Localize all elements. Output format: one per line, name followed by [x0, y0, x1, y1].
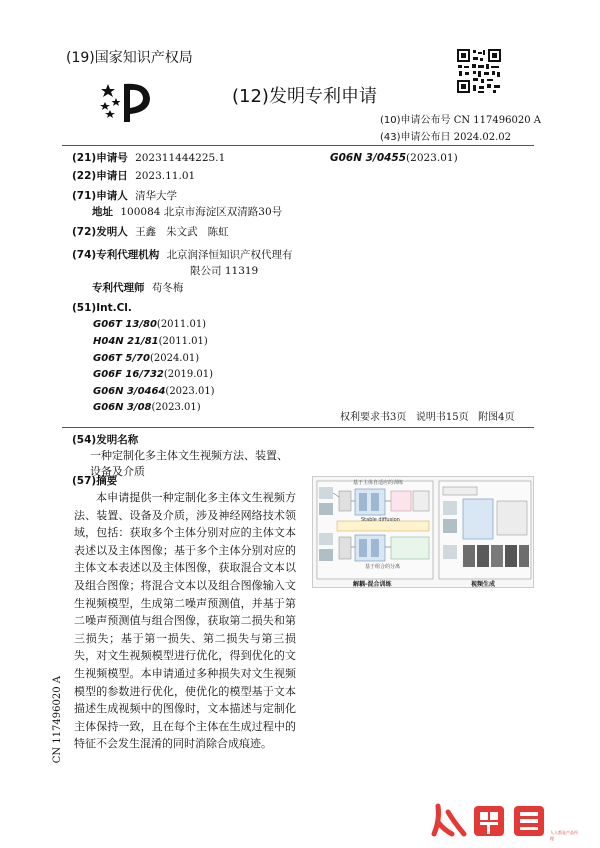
ipc-item: G06T 5/70(2024.01)	[93, 353, 200, 364]
agent-value: 苟冬梅	[151, 282, 184, 294]
ipc-item: G06F 16/732(2019.01)	[93, 369, 214, 380]
office-name: (19)国家知识产权局	[66, 50, 193, 66]
inventors	[72, 225, 229, 239]
publication-info	[380, 112, 541, 146]
address	[92, 205, 282, 219]
inventor-value: 王鑫 朱文武 陈虹	[135, 226, 229, 238]
ipc-item: G06T 13/80(2011.01)	[93, 319, 207, 330]
address-label: 地址	[92, 206, 113, 218]
right-ipc	[330, 151, 458, 165]
agent-label: 专利代理师	[92, 282, 145, 294]
agency-label: (74)专利代理机构	[72, 249, 160, 261]
applicant-value: 清华大学	[135, 190, 178, 202]
applicant	[72, 189, 177, 203]
right-ipc-year: (2023.01)	[406, 152, 458, 164]
figure-top-caption: 基于主体自适应的训练	[353, 480, 404, 486]
ipc-item: G06N 3/08(2023.01)	[93, 402, 201, 413]
agency-value-1: 北京润泽恒知识产权代理有	[166, 249, 293, 261]
app-no-value: 202311444225.1	[135, 152, 226, 164]
abstract-text: 本申请提供一种定制化多主体文生视频方法、装置、设备及介质，涉及神经网络技术领域，包括：获取多个主体分别对应的主体文本表述以及主体图像；基于多个主体分别对应的主体文本表述以及主体图像，获取混合文本以及组合图像；将混合文本以及组合图像输入文生视频模型，生成第二噪声预测值，并基于第二噪声预测值与组合图像，获取第二损失和第三损失；基于第一损失、第二损失与第三损失，对文生视频模型进行优化，得到优化的文生视频模型。本申请通过多种损失对文生视频模型的参数进行优化，使优化的模型基于文本描述生成视频中的图像时，文本描述与定制化主体保持一致，且在每个主体在生成过程中的特征不会发生混淆的同时消除合成痕迹。	[74, 491, 296, 751]
cnipa-logo-icon	[98, 76, 158, 124]
watermark-logo	[430, 800, 580, 840]
watermark-text: 人人都是产品经理	[550, 830, 578, 841]
inventor-label: (72)发明人	[72, 226, 128, 238]
ipc-item: G06N 3/0464(2023.01)	[93, 386, 215, 397]
address-value: 100084 北京市海淀区双清路30号	[120, 206, 283, 218]
figure-left-caption: 解耦-混合训练	[353, 581, 392, 588]
app-date-label: (22)申请日	[72, 170, 128, 182]
pub-date-label: (43)申请公布日	[380, 132, 451, 143]
pub-date-value: 2024.02.02	[453, 132, 511, 143]
application-date	[72, 169, 195, 183]
app-date-value: 2023.11.01	[135, 170, 196, 182]
abstract-figure	[312, 476, 534, 588]
applicant-label: (71)申请人	[72, 190, 128, 202]
app-no-label: (21)申请号	[72, 152, 128, 164]
pages-info: 权利要求书3页 说明书15页 附图4页	[340, 412, 515, 423]
application-number	[72, 151, 225, 165]
ipc-item: H04N 21/81(2011.01)	[93, 336, 208, 347]
side-publication-number: CN 117496020 A	[52, 676, 63, 764]
patent-agent	[92, 281, 183, 295]
figure-mid-caption: 基于组合的分离	[365, 564, 401, 570]
divider-middle	[62, 427, 534, 428]
abstract-label: (57)摘要	[72, 475, 118, 487]
patent-agency	[72, 248, 293, 262]
divider-top	[62, 145, 534, 146]
document-type: (12)发明专利申请	[232, 86, 377, 107]
ipc-label: (51)Int.Cl.	[72, 302, 132, 314]
right-ipc-code: G06N 3/0455	[330, 152, 407, 164]
figure-right-caption: 视频生成	[471, 581, 496, 588]
qr-code-icon	[456, 48, 502, 94]
pub-number-value: CN 117496020 A	[453, 115, 541, 126]
invention-title: 一种定制化多主体文生视频方法、装置、设备及介质	[90, 449, 288, 478]
figure-model-label: Stable diffusion	[361, 517, 400, 523]
agency-value-2: 限公司 11319	[190, 265, 259, 277]
title-label: (54)发明名称	[72, 434, 139, 446]
pub-number-label: (10)申请公布号	[380, 115, 451, 126]
